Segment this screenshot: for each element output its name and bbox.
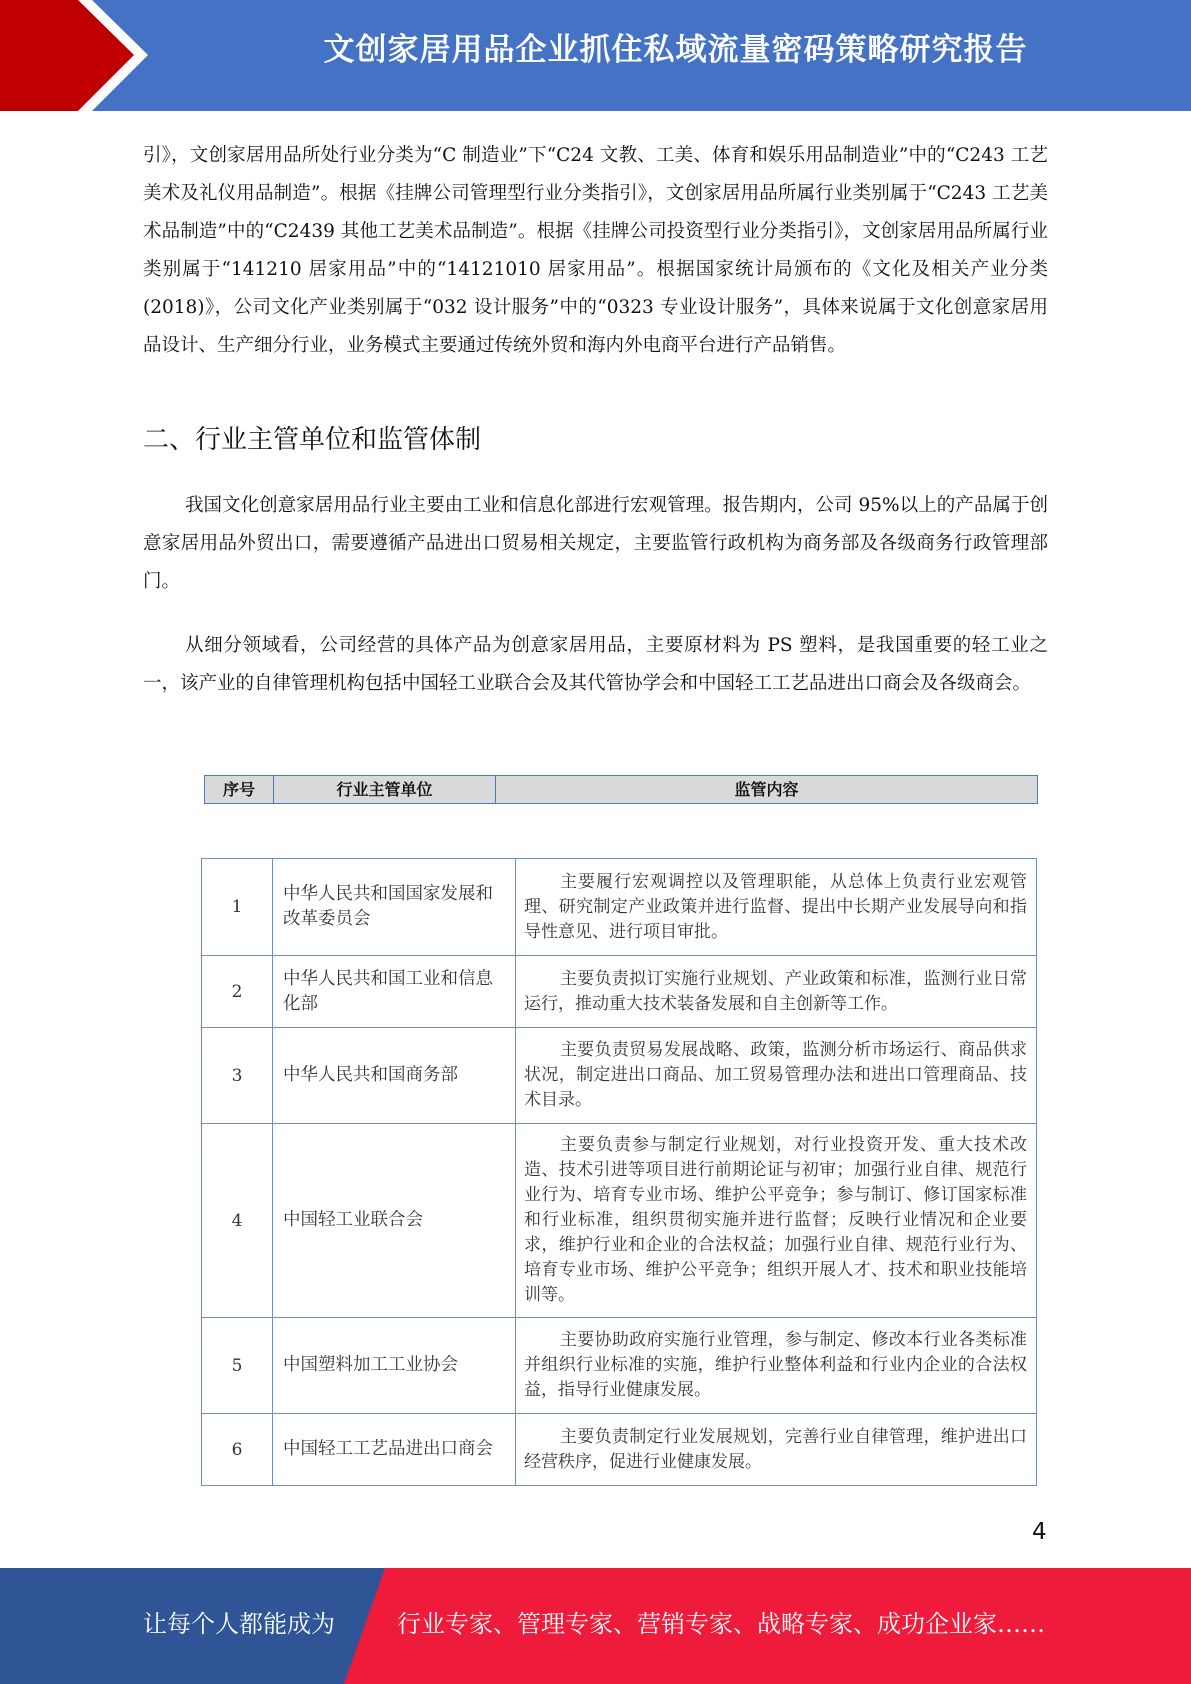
footer-slogan-left: 让每个人都能成为 (143, 1610, 335, 1638)
regulator-name: 中国轻工业联合会 (273, 1124, 516, 1318)
section-heading: 二、行业主管单位和监管体制 (143, 425, 482, 455)
row-number: 3 (202, 1028, 273, 1124)
regulation-content: 主要履行宏观调控以及管理职能，从总体上负责行业宏观管理、研究制定产业政策并进行监督、提出中长期产业发展导向和指导性意见、进行项目审批。 (516, 859, 1037, 956)
regulator-name: 中华人民共和国商务部 (273, 1028, 516, 1124)
regulator-name: 中华人民共和国工业和信息化部 (273, 956, 516, 1028)
regulation-content: 主要负责参与制定行业规划，对行业投资开发、重大技术改造、技术引进等项目进行前期论证与初审；加强行业自律、规范行业行为、培育专业市场、维护公平竞争；参与制订、修订国家标准和行业标准，组织贯彻实施并进行监督；反映行业情况和企业要求，维护行业和企业的合法权益；加强行业自律、规范行业行为、培育专业市场、维护公平竞争；组织开展人才、技术和职业技能培训等。 (516, 1124, 1037, 1318)
intro-paragraph: 引》，文创家居用品所处行业分类为“C 制造业”下“C24 文教、工美、体育和娱乐用品制造业”中的“C243 工艺美术及礼仪用品制造”。根据《挂牌公司管理型行业分类指引》，文创家居用品所属行业类别属于“C243 工艺美术品制造”中的“C2439 其他工艺美术品制造”。根据《挂牌公司投资型行业分类指引》，文创家居用品所属行业类别属于“141210 居家用品”中的“14121010 居家用品”。根据国家统计局颁布的《文化及相关产业分类(2018)》，公司文化产业类别属于“032 设计服务”中的“0323 专业设计服务”，具体来说属于文化创意家居用品设计、生产细分行业，业务模式主要通过传统外贸和海内外电商平台进行产品销售。 (143, 145, 1048, 356)
table-header-row (204, 775, 1038, 804)
table-row (202, 956, 1037, 1028)
row-number: 1 (202, 859, 273, 956)
regulator-name: 中华人民共和国国家发展和改革委员会 (273, 859, 516, 956)
table-row (202, 859, 1037, 956)
page-number: 4 (1032, 1519, 1047, 1545)
row-number: 6 (202, 1414, 273, 1486)
report-header-banner (0, 0, 1191, 111)
header-no: 序号 (205, 776, 274, 803)
report-title: 文创家居用品企业抓住私域流量密码策略研究报告 (323, 32, 1028, 68)
regulator-table (201, 858, 1037, 1486)
regulation-content: 主要协助政府实施行业管理，参与制定、修改本行业各类标准并组织行业标准的实施，维护行业整体利益和行业内企业的合法权益，指导行业健康发展。 (516, 1318, 1037, 1414)
table-row (202, 1124, 1037, 1318)
row-number: 2 (202, 956, 273, 1028)
table-row (202, 1318, 1037, 1414)
header-content: 监管内容 (734, 780, 799, 799)
footer-banner (0, 1568, 1191, 1684)
regulation-paragraph: 我国文化创意家居用品行业主要由工业和信息化部进行宏观管理。报告期内，公司 95%以上的产品属于创意家居用品外贸出口，需要遵循产品进出口贸易相关规定，主要监管行政机构为商务部及各级商务行政管理部门。 (143, 495, 1048, 592)
table-row (202, 1028, 1037, 1124)
regulation-content: 主要负责制定行业发展规划，完善行业自律管理，维护进出口经营秩序，促进行业健康发展。 (516, 1414, 1037, 1486)
regulator-name: 中国轻工工艺品进出口商会 (273, 1414, 516, 1486)
table-row (202, 1414, 1037, 1486)
regulator-name: 中国塑料加工工业协会 (273, 1318, 516, 1414)
row-number: 4 (202, 1124, 273, 1318)
footer-slogan-right: 行业专家、管理专家、营销专家、战略专家、成功企业家…… (397, 1610, 1045, 1638)
row-number: 5 (202, 1318, 273, 1414)
segment-paragraph: 从细分领域看，公司经营的具体产品为创意家居用品，主要原材料为 PS 塑料，是我国重要的轻工业之一，该产业的自律管理机构包括中国轻工业联合会及其代管协学会和中国轻工工艺品进出口商会及各级商会。 (143, 635, 1048, 694)
header-unit: 行业主管单位 (274, 776, 496, 803)
regulation-content: 主要负责贸易发展战略、政策，监测分析市场运行、商品供求状况，制定进出口商品、加工贸易管理办法和进出口管理商品、技术目录。 (516, 1028, 1037, 1124)
regulation-content: 主要负责拟订实施行业规划、产业政策和标准，监测行业日常运行，推动重大技术装备发展和自主创新等工作。 (516, 956, 1037, 1028)
